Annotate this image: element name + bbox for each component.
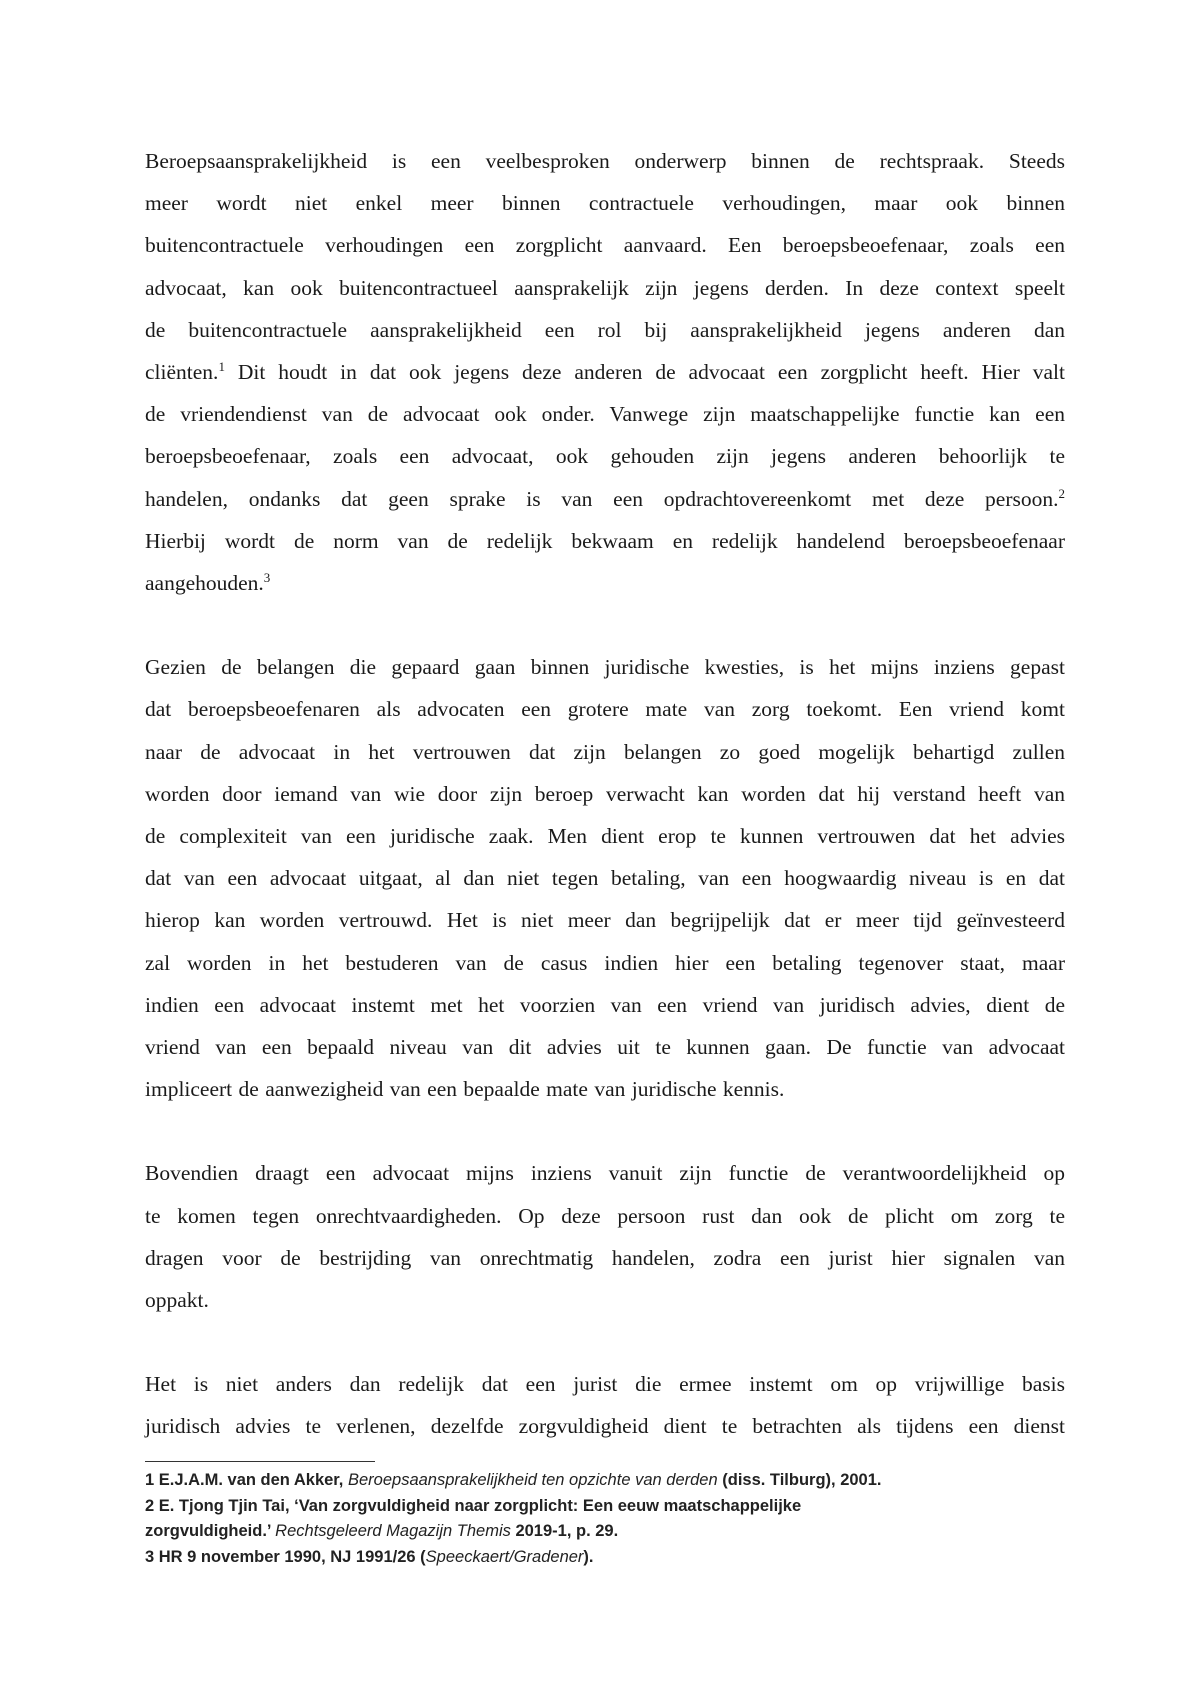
footnote-ref-3[interactable]: 3 [263, 569, 271, 585]
text-line: de vriendendienst van de advocaat ook onder. Vanwege zijn maatschappelijke functie kan een [145, 402, 1065, 427]
text-line: dat van een advocaat uitgaat, al dan niet tegen betaling, van een hoogwaardig niveau is en dat [145, 866, 1065, 891]
text-fragment: Dit houdt in dat ook jegens deze anderen de advocaat een zorgplicht heeft. Hier valt [224, 360, 1065, 385]
footnote-text: zorgvuldigheid.’ [145, 1522, 276, 1540]
text-line: impliceert de aanwezigheid van een bepaalde mate van juridische kennis. [145, 1077, 785, 1102]
footnote-2-continued [145, 1519, 1045, 1545]
text-line: worden door iemand van wie door zijn beroep verwacht kan worden dat hij verstand heeft van [145, 781, 1065, 806]
footnote-text: ). [583, 1547, 594, 1566]
paragraph-spacer [145, 1321, 1065, 1363]
text-line-with-footnote [145, 478, 1065, 520]
text-line: te komen tegen onrechtvaardigheden. Op deze persoon rust dan ook de plicht om zorg te [145, 1203, 1065, 1228]
text-line: vriend van een bepaald niveau van dit advies uit te kunnen gaan. De functie van advocaat [145, 1035, 1065, 1060]
text-line-with-footnote [145, 351, 1065, 393]
text-fragment: aangehouden. [145, 571, 264, 596]
text-line: Het is niet anders dan redelijk dat een jurist die ermee instemt om op vrijwillige basis [145, 1372, 1065, 1397]
text-line-with-footnote [145, 562, 1065, 604]
footnote-title: Rechtsgeleerd Magazijn Themis [275, 1522, 511, 1540]
footnote-text: 3 HR 9 november 1990, NJ 1991/26 ( [145, 1547, 426, 1566]
footnotes [145, 1468, 1045, 1570]
text-line: dat beroepsbeoefenaren als advocaten een grotere mate van zorg toekomt. Een vriend komt [145, 697, 1065, 722]
paragraph-2 [145, 646, 1065, 1110]
text-line: beroepsbeoefenaar, zoals een advocaat, ook gehouden zijn jegens anderen behoorlijk te [145, 444, 1065, 469]
text-fragment: handelen, ondanks dat geen sprake is van een opdrachtovereenkomt met deze persoon. [145, 486, 1059, 511]
footnote-1 [145, 1468, 1045, 1494]
text-line: dragen voor de bestrijding van onrechtmatig handelen, zodra een jurist hier signalen van [145, 1245, 1065, 1270]
text-line: indien een advocaat instemt met het voorzien van een vriend van juridisch advies, dient de [145, 992, 1065, 1017]
text-line: de complexiteit van een juridische zaak. Men dient erop te kunnen vertrouwen dat het advies [145, 824, 1065, 849]
paragraph-1 [145, 140, 1065, 604]
text-line: buitencontractuele verhoudingen een zorgplicht aanvaard. Een beroepsbeoefenaar, zoals een [145, 233, 1065, 258]
document-body [145, 140, 1065, 1448]
text-line: oppakt. [145, 1288, 209, 1313]
paragraph-spacer [145, 604, 1065, 646]
text-line: meer wordt niet enkel meer binnen contractuele verhoudingen, maar ook binnen [145, 191, 1065, 216]
text-line: naar de advocaat in het vertrouwen dat zijn belangen zo goed mogelijk behartigd zullen [145, 739, 1065, 764]
text-line: juridisch advies te verlenen, dezelfde zorgvuldigheid dient te betrachten als tijdens een dienst [145, 1414, 1065, 1439]
paragraph-3 [145, 1152, 1065, 1321]
paragraph-spacer [145, 1110, 1065, 1152]
footnote-text: (diss. Tilburg), 2001. [717, 1471, 882, 1489]
text-line: advocaat, kan ook buitencontractueel aansprakelijk zijn jegens derden. In deze context speelt [145, 275, 1065, 300]
text-fragment: cliënten. [145, 360, 219, 385]
footnote-ref-1[interactable]: 1 [218, 358, 225, 374]
paragraph-4 [145, 1363, 1065, 1447]
text-line: hierop kan worden vertrouwd. Het is niet meer dan begrijpelijk dat er meer tijd geïnvesteerd [145, 908, 1065, 933]
footnote-text: 2019-1, p. 29. [510, 1522, 619, 1540]
text-line: Beroepsaansprakelijkheid is een veelbesproken onderwerp binnen de rechtspraak. Steeds [145, 149, 1065, 173]
text-line: zal worden in het bestuderen van de casus indien hier een betaling tegenover staat, maar [145, 950, 1065, 975]
text-line: Hierbij wordt de norm van de redelijk bekwaam en redelijk handelend beroepsbeoefenaar [145, 528, 1065, 553]
footnote-ref-2[interactable]: 2 [1058, 485, 1065, 501]
footnote-3 [145, 1545, 1045, 1571]
text-line: Bovendien draagt een advocaat mijns inziens vanuit zijn functie de verantwoordelijkheid op [145, 1161, 1065, 1186]
footnote-title: Speeckaert/Gradener [425, 1547, 584, 1566]
text-line: de buitencontractuele aansprakelijkheid een rol bij aansprakelijkheid jegens anderen dan [145, 317, 1065, 342]
footnote-text: 1 E.J.A.M. van den Akker, [145, 1471, 348, 1489]
text-line: Gezien de belangen die gepaard gaan binnen juridische kwesties, is het mijns inziens gepast [145, 655, 1065, 680]
footnote-title: Beroepsaansprakelijkheid ten opzichte van derden [347, 1471, 718, 1489]
footnote-2: 2 E. Tjong Tjin Tai, ‘Van zorgvuldigheid naar zorgplicht: Een eeuw maatschappelijke [145, 1496, 802, 1515]
footnote-separator [145, 1461, 375, 1462]
